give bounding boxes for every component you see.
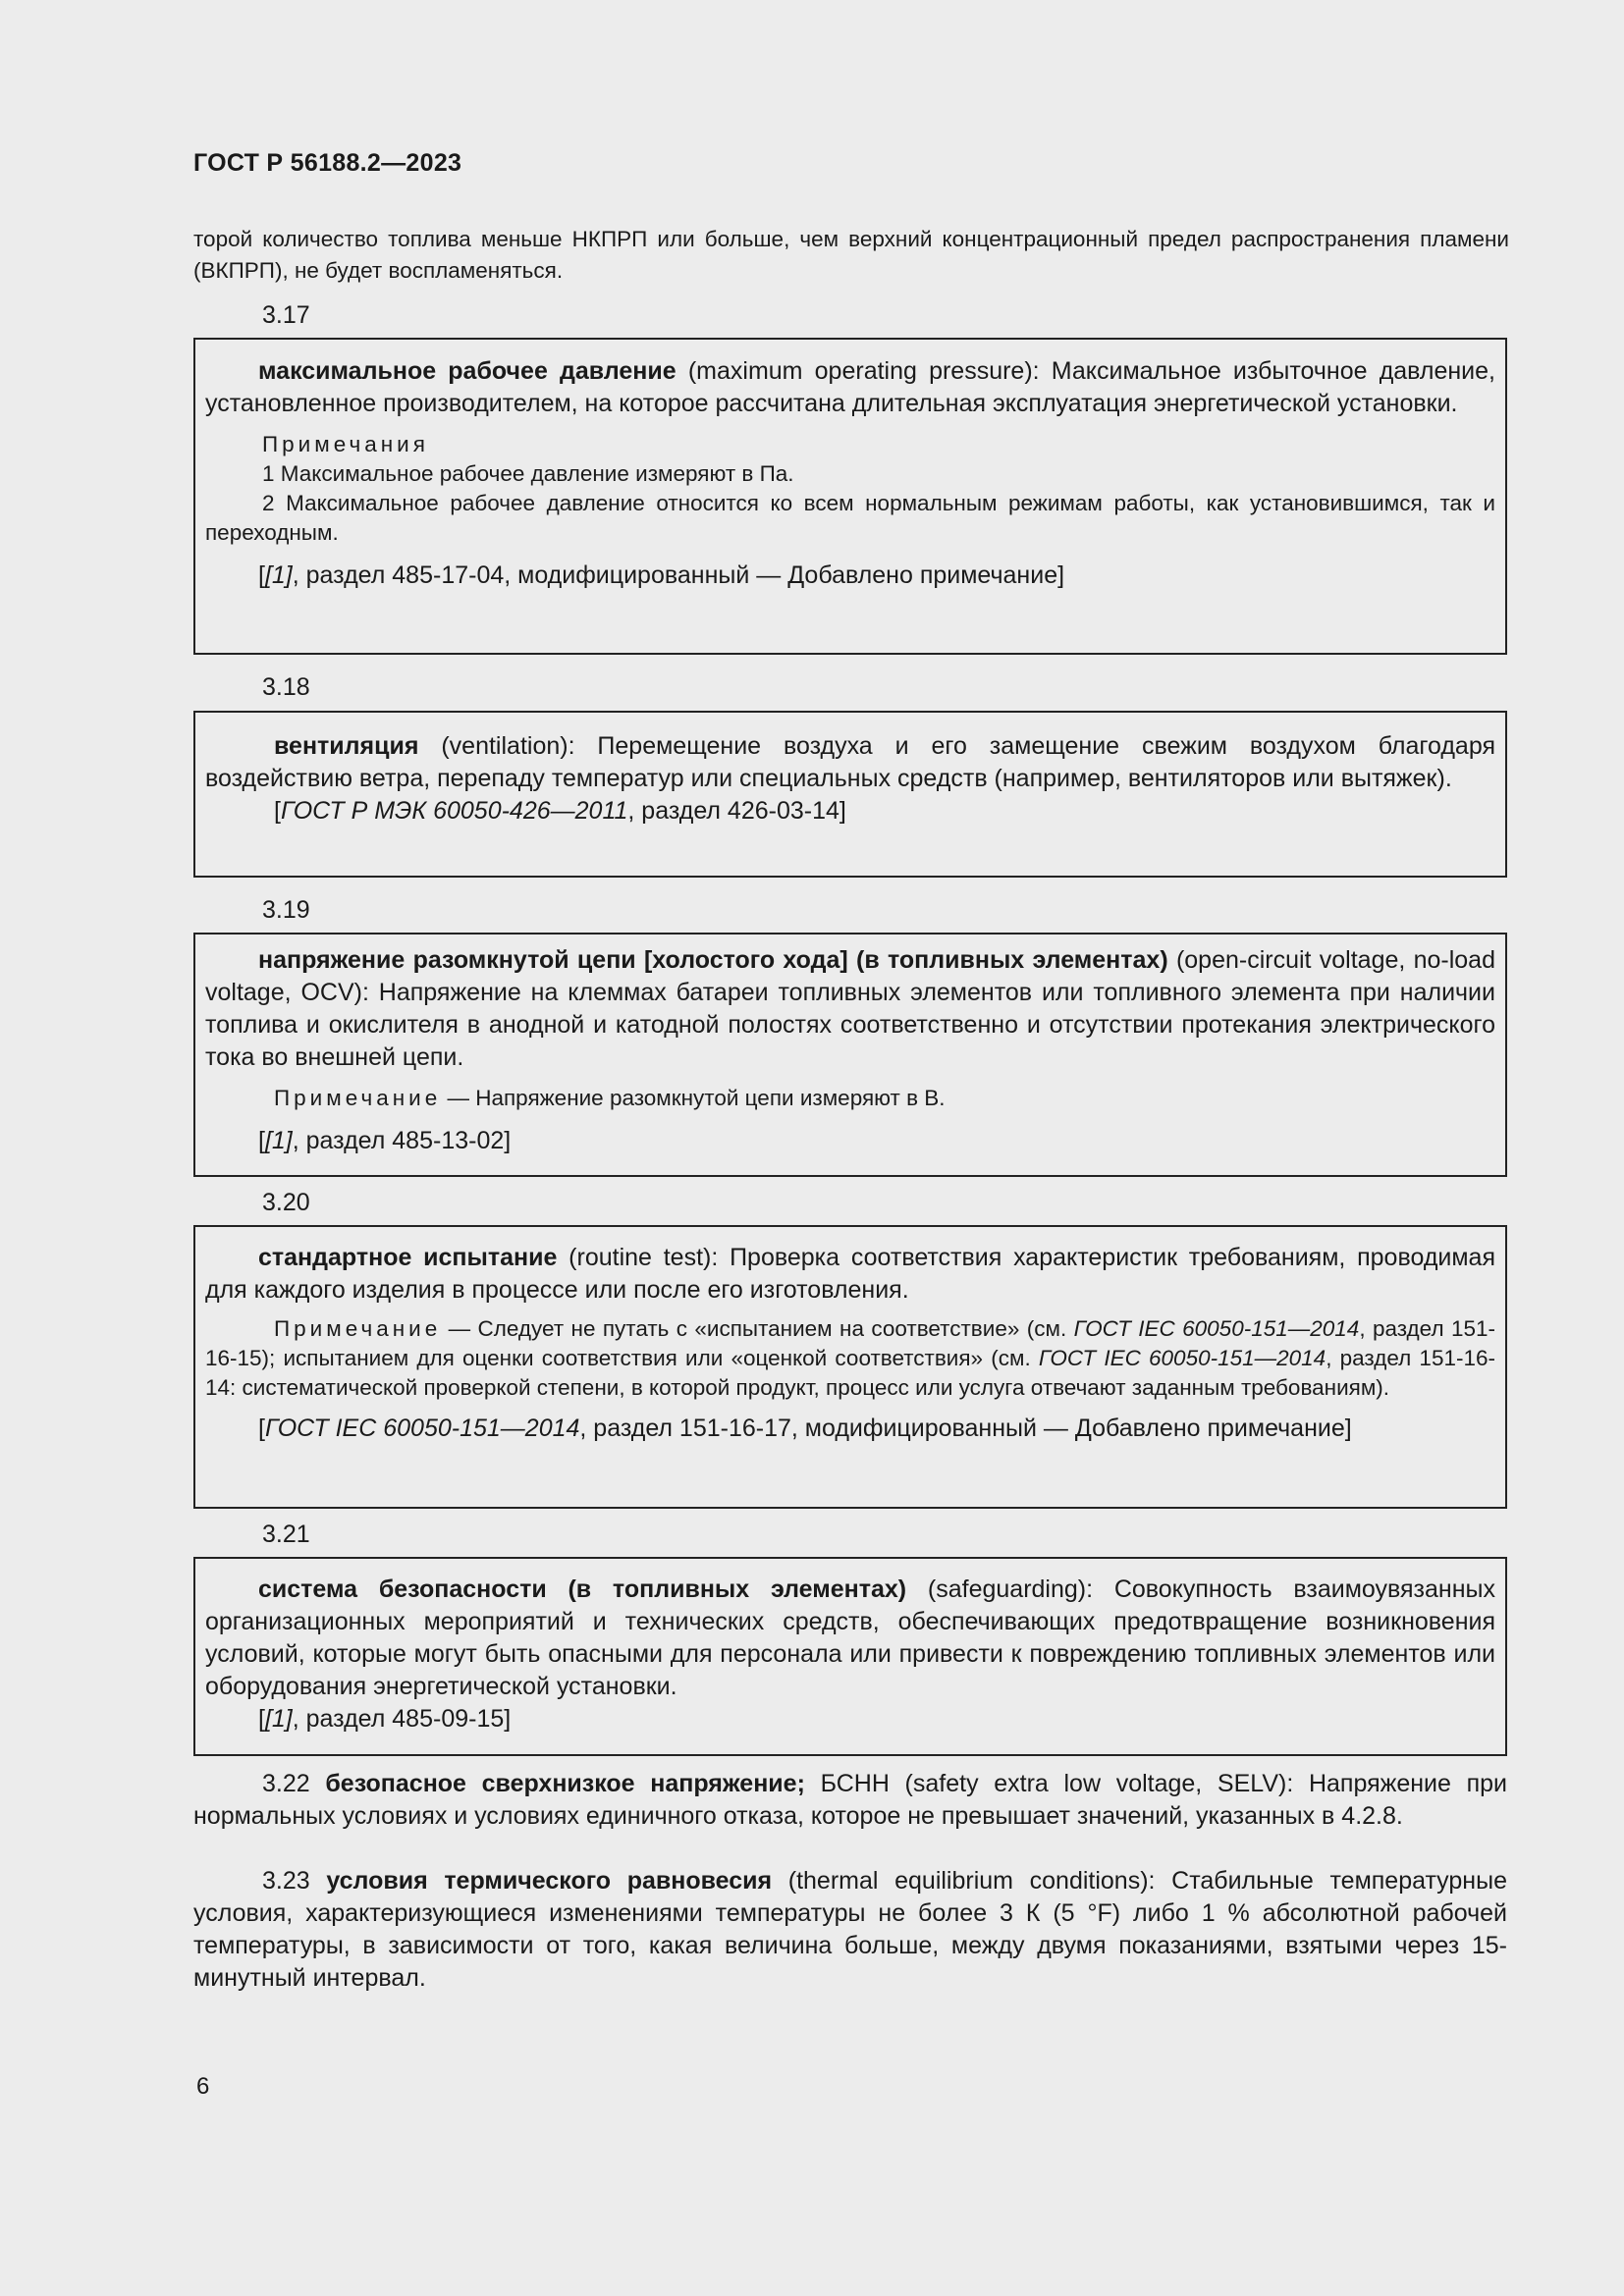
source-ref: ГОСТ IEC 60050-151—2014: [264, 1415, 580, 1442]
term-source: [[1], раздел 485-09-15]: [258, 1705, 512, 1733]
notes-title: Примечания: [262, 432, 429, 456]
source-ref: [1]: [264, 1127, 293, 1154]
term-definition: [205, 944, 1495, 1074]
clause-number-3-17: 3.17: [262, 301, 310, 329]
term-name: система безопасности (в топливных элементах): [258, 1575, 907, 1603]
note: Примечание — Следует не путать с «испытанием на соответствие» (см. ГОСТ IEC 60050-151—2014, раздел 151-16-15); испытанием для оценки соответствия или «оценкой соответствия» (см. ГОСТ IEC 60050-151—2014, раздел 151-16-14: систематической проверкой степени, в которой продукт, процесс или услуга отвечают заданным требованиям).: [205, 1316, 1496, 1400]
term-name: вентиляция: [274, 732, 419, 760]
term-text: (ventilation): Перемещение воздуха и его замещение свежим воздухом благодаря воздействию ветра, перепаду температур или специальных средств (например, вентиляторов или вытяжек).: [205, 732, 1495, 792]
term-source: [[1], раздел 485-13-02]: [258, 1127, 512, 1154]
clause-number-3-21: 3.21: [262, 1521, 310, 1548]
page-number: 6: [196, 2073, 210, 2100]
clause-number-3-23: 3.23: [262, 1867, 310, 1895]
note-1: 1 Максимальное рабочее давление измеряют в Па.: [262, 461, 794, 486]
term-definition: [205, 1574, 1495, 1703]
note: Примечание — Напряжение разомкнутой цепи измеряют в В.: [274, 1086, 946, 1110]
source-ref: [1]: [264, 561, 293, 589]
clause-number-3-20: 3.20: [262, 1189, 310, 1216]
term-box-3-17: [193, 338, 1507, 655]
clause-number-3-19: 3.19: [262, 896, 310, 924]
clause-3-22: [193, 1768, 1507, 1833]
term-box-3-19: [193, 933, 1507, 1177]
term-definition: [205, 1242, 1495, 1307]
term-text: (maximum operating pressure): Максимальное избыточное давление, установленное производителем, на которое рассчитана длительная эксплуатация энергетической установки.: [205, 357, 1496, 417]
source-ref: ГОСТ Р МЭК 60050-426—2011: [280, 797, 628, 825]
term-definition: [205, 355, 1495, 420]
term-text: (open-circuit voltage, no-load voltage, OCV): Напряжение на клеммах батареи топливных элементов или топливного элемента при наличии топлива и окислителя в анодной и катодной полостях соответственно и отсутствии протекания электрического тока во внешней цепи.: [205, 946, 1495, 1071]
term-name: напряжение разомкнутой цепи [холостого хода] (в топливных элементах): [258, 946, 1168, 974]
term-text: (routine test): Проверка соответствия характеристик требованиям, проводимая для каждого изделия в процессе или после его изготовления.: [205, 1244, 1495, 1304]
term-name: максимальное рабочее давление: [258, 357, 677, 385]
term-source: [ГОСТ IEC 60050-151—2014, раздел 151-16-17, модифицированный — Добавлено примечание]: [258, 1415, 1352, 1442]
term-definition: [205, 730, 1495, 795]
clause-number-3-22: 3.22: [262, 1770, 310, 1797]
source-ref: [1]: [264, 1705, 293, 1733]
term-source: [[1], раздел 485-17-04, модифицированный — Добавлено примечание]: [258, 561, 1065, 589]
term-text: (safeguarding): Совокупность взаимоувязанных организационных мероприятий и технических средств, обеспечивающих предотвращение возникновения условий, которые могут быть опасными для персонала или привести к повреждению топливных элементов или оборудования энергетической установки.: [205, 1575, 1496, 1700]
term-box-3-18: [193, 711, 1507, 878]
note-2: 2 Максимальное рабочее давление относится ко всем нормальным режимам работы, как установившимся, так и переходным.: [205, 491, 1495, 545]
term-name: условия термического равновесия: [326, 1867, 773, 1895]
term-source: [ГОСТ Р МЭК 60050-426—2011, раздел 426-03-14]: [274, 797, 846, 825]
document-header: ГОСТ Р 56188.2—2023: [193, 149, 462, 177]
term-box-3-20: [193, 1225, 1507, 1509]
term-name: стандартное испытание: [258, 1244, 558, 1271]
term-name: безопасное сверхнизкое напряжение;: [325, 1770, 805, 1797]
term-box-3-21: [193, 1557, 1507, 1756]
clause-number-3-18: 3.18: [262, 673, 310, 701]
term-text: БСНН (safety extra low voltage, SELV): Напряжение при нормальных условиях и условиях единичного отказа, которое не превышает значений, указанных в 4.2.8.: [193, 1770, 1507, 1830]
term-text: (thermal equilibrium conditions): Стабильные температурные условия, характеризующиеся изменениями температуры не более 3 К (5 °F) либо 1 % абсолютной рабочей температуры, в зависимости от того, какая величина больше, между двумя показаниями, взятыми через 15-минутный интервал.: [193, 1867, 1507, 1992]
clause-3-23: [193, 1865, 1507, 1995]
intro-paragraph: торой количество топлива меньше НКПРП или больше, чем верхний концентрационный предел распространения пламени (ВКПРП), не будет воспламеняться.: [193, 227, 1509, 283]
